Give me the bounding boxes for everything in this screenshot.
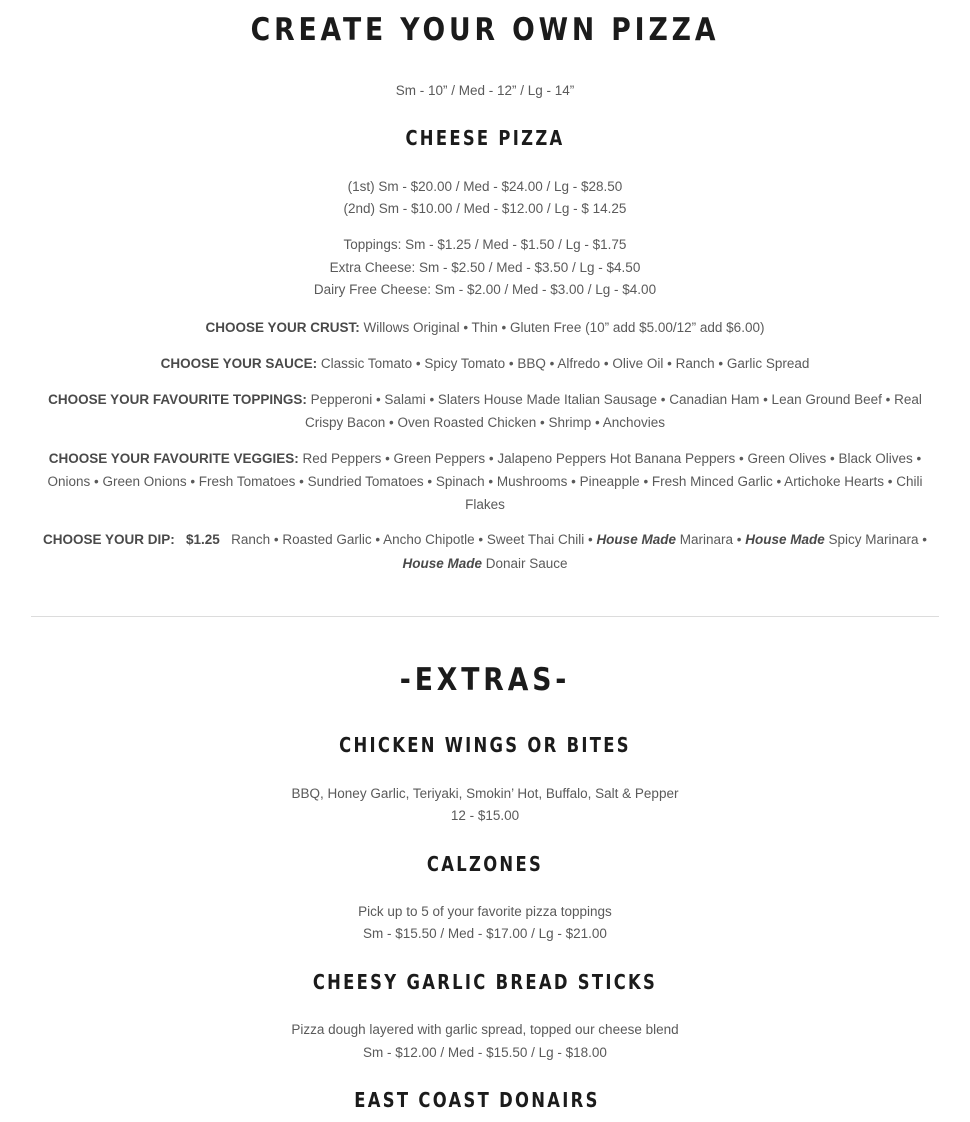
section-divider: [31, 616, 939, 617]
cheese-first-price: (1st) Sm - $20.00 / Med - $24.00 / Lg - $28.50: [347, 179, 623, 194]
extra-cheese-price: Extra Cheese: Sm - $2.50 / Med - $3.50 / Lg - $4.50: [329, 260, 641, 275]
dip-choices: [30, 528, 940, 576]
house-made-label: House Made: [596, 532, 676, 547]
sauce-options: Classic Tomato • Spicy Tomato • BBQ • Alfredo • Olive Oil • Ranch • Garlic Spread: [317, 356, 810, 371]
extras-heading: -EXTRAS-: [399, 662, 571, 698]
breadsticks-description: Pizza dough layered with garlic spread, topped our cheese blend: [291, 1022, 679, 1037]
veggies-options: Red Peppers • Green Peppers • Jalapeno Peppers Hot Banana Peppers • Green Olives • Black Olives • Onions • Green Onions • Fresh Tomatoes • Sundried Tomatoes • Spinach • Mushrooms • Pineapple • Fresh Minced Garlic • Artichoke Hearts • Chili Flakes: [47, 451, 923, 512]
toppings-price: Toppings: Sm - $1.25 / Med - $1.50 / Lg - $1.75: [343, 237, 627, 252]
sauce-label: CHOOSE YOUR SAUCE:: [160, 356, 318, 371]
crust-options: Willows Original • Thin • Gluten Free (10” add $5.00/12” add $6.00): [359, 320, 765, 335]
dip-options-1: Ranch • Roasted Garlic • Ancho Chipotle • Sweet Thai Chili •: [231, 532, 597, 547]
crust-label: CHOOSE YOUR CRUST:: [205, 320, 360, 335]
house-made-label: House Made: [745, 532, 825, 547]
dip-options-2: Marinara •: [675, 532, 746, 547]
create-your-own-pizza-heading: CREATE YOUR OWN PIZZA: [250, 12, 720, 48]
dairy-free-cheese-price: Dairy Free Cheese: Sm - $2.00 / Med - $3.00 / Lg - $4.00: [313, 282, 657, 297]
wings-price: 12 - $15.00: [450, 808, 520, 823]
dip-options-3: Spicy Marinara •: [824, 532, 928, 547]
breadsticks-price: Sm - $12.00 / Med - $15.50 / Lg - $18.00: [363, 1045, 607, 1060]
wing-flavours: BBQ, Honey Garlic, Teriyaki, Smokin’ Hot, Buffalo, Salt & Pepper: [291, 786, 679, 801]
dip-options-4: Donair Sauce: [481, 556, 568, 571]
sauce-choices: [30, 352, 940, 375]
topping-choices: [30, 388, 940, 434]
east-coast-donairs-heading: EAST COAST DONAIRS: [354, 1088, 600, 1112]
calzones-price: Sm - $15.50 / Med - $17.00 / Lg - $21.00: [363, 926, 607, 941]
veggies-label: CHOOSE YOUR FAVOURITE VEGGIES:: [48, 451, 299, 466]
crust-choices: [30, 316, 940, 339]
veggie-choices: [30, 447, 940, 516]
dip-label: CHOOSE YOUR DIP:: [42, 532, 175, 547]
cheese-second-price: (2nd) Sm - $10.00 / Med - $12.00 / Lg - $ 14.25: [343, 201, 627, 216]
pizza-sizes: Sm - 10” / Med - 12” / Lg - 14”: [395, 83, 575, 98]
garlic-bread-sticks-heading: CHEESY GARLIC BREAD STICKS: [312, 970, 658, 994]
toppings-label: CHOOSE YOUR FAVOURITE TOPPINGS:: [48, 392, 307, 407]
calzones-description: Pick up to 5 of your favorite pizza toppings: [358, 904, 612, 919]
dip-price: $1.25: [186, 532, 220, 547]
toppings-options: Pepperoni • Salami • Slaters House Made Italian Sausage • Canadian Ham • Lean Ground Beef • Real Crispy Bacon • Oven Roasted Chicken • Shrimp • Anchovies: [304, 392, 922, 430]
cheese-pizza-heading: CHEESE PIZZA: [405, 126, 565, 150]
calzones-heading: CALZONES: [426, 852, 544, 876]
house-made-label: House Made: [402, 556, 482, 571]
chicken-wings-heading: CHICKEN WINGS OR BITES: [339, 733, 631, 757]
